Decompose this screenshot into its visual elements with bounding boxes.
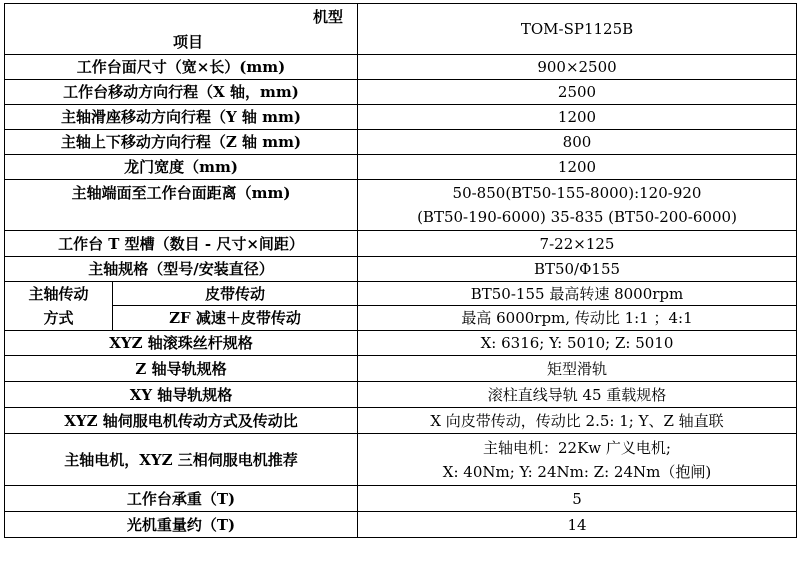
table-row [5,231,797,257]
spec-table [4,3,797,538]
row-label: 主轴规格（型号/安装直径） [5,257,358,282]
row-value [358,180,797,231]
row-label: 工作台承重（T) [5,486,358,512]
table-row [5,155,797,180]
row-value-line: X: 40Nm; Y: 24Nm: Z: 24Nm（抱闸) [442,462,712,481]
row-value: BT50/Φ155 [358,257,797,282]
model-value: TOM-SP1125B [358,4,797,55]
row-value-line: 50-850(BT50-155-8000):120-920 [452,184,702,202]
row-label-line: 主轴传动 [28,285,89,303]
row-value: 900×2500 [358,55,797,80]
row-value: 滚柱直线导轨 45 重载规格 [358,382,797,408]
row-value [358,434,797,486]
table-row [5,80,797,105]
row-value: 1200 [358,155,797,180]
row-value: 2500 [358,80,797,105]
item-header-label: 项目 [173,33,204,51]
row-label: 主轴电机，XYZ 三相伺服电机推荐 [5,434,358,486]
table-row [5,512,797,538]
sub-label: ZF 减速＋皮带传动 [113,306,358,331]
row-label: 工作台面尺寸（宽×长）(mm) [5,55,358,80]
row-label: 主轴上下移动方向行程（Z 轴 mm) [5,130,358,155]
row-value: BT50-155 最高转速 8000rpm [358,282,797,306]
table-row [5,105,797,130]
table-row [5,434,797,486]
row-label: 光机重量约（T) [5,512,358,538]
row-value: 7-22×125 [358,231,797,257]
row-value: 1200 [358,105,797,130]
row-label: 工作台移动方向行程（X 轴，mm) [5,80,358,105]
table-row [5,180,797,231]
row-label: XY 轴导轨规格 [5,382,358,408]
row-label [5,282,113,331]
row-label: Z 轴导轨规格 [5,356,358,382]
row-label: 主轴端面至工作台面距离（mm) [5,180,358,231]
table-row [5,306,797,331]
row-label: XYZ 轴伺服电机传动方式及传动比 [5,408,358,434]
table-row [5,331,797,356]
table-row [5,130,797,155]
row-value: 14 [358,512,797,538]
row-value: 矩型滑轨 [358,356,797,382]
table-row [5,408,797,434]
table-row [5,55,797,80]
row-label: 主轴滑座移动方向行程（Y 轴 mm) [5,105,358,130]
row-value-line: 主轴电机：22Kw 广义电机; [483,438,671,457]
table-header-row [5,4,797,55]
row-label: 龙门宽度（mm) [5,155,358,180]
table-row [5,282,797,306]
row-label: XYZ 轴滚珠丝杆规格 [5,331,358,356]
row-label: 工作台 T 型槽（数目 - 尺寸×间距） [5,231,358,257]
row-value: 最高 6000rpm, 传动比 1:1 ；4:1 [358,306,797,331]
row-value: 800 [358,130,797,155]
row-value: X 向皮带传动，传动比 2.5: 1; Y、Z 轴直联 [358,408,797,434]
model-header-label: 机型 [312,8,343,26]
header-diagonal-cell [5,4,358,55]
row-value: X: 6316; Y: 5010; Z: 5010 [358,331,797,356]
row-label-line: 方式 [43,309,74,327]
table-row [5,257,797,282]
row-value-line: (BT50-190-6000) 35-835 (BT50-200-6000) [417,208,737,226]
row-value: 5 [358,486,797,512]
sub-label: 皮带传动 [113,282,358,306]
table-row [5,486,797,512]
table-row [5,382,797,408]
table-row [5,356,797,382]
